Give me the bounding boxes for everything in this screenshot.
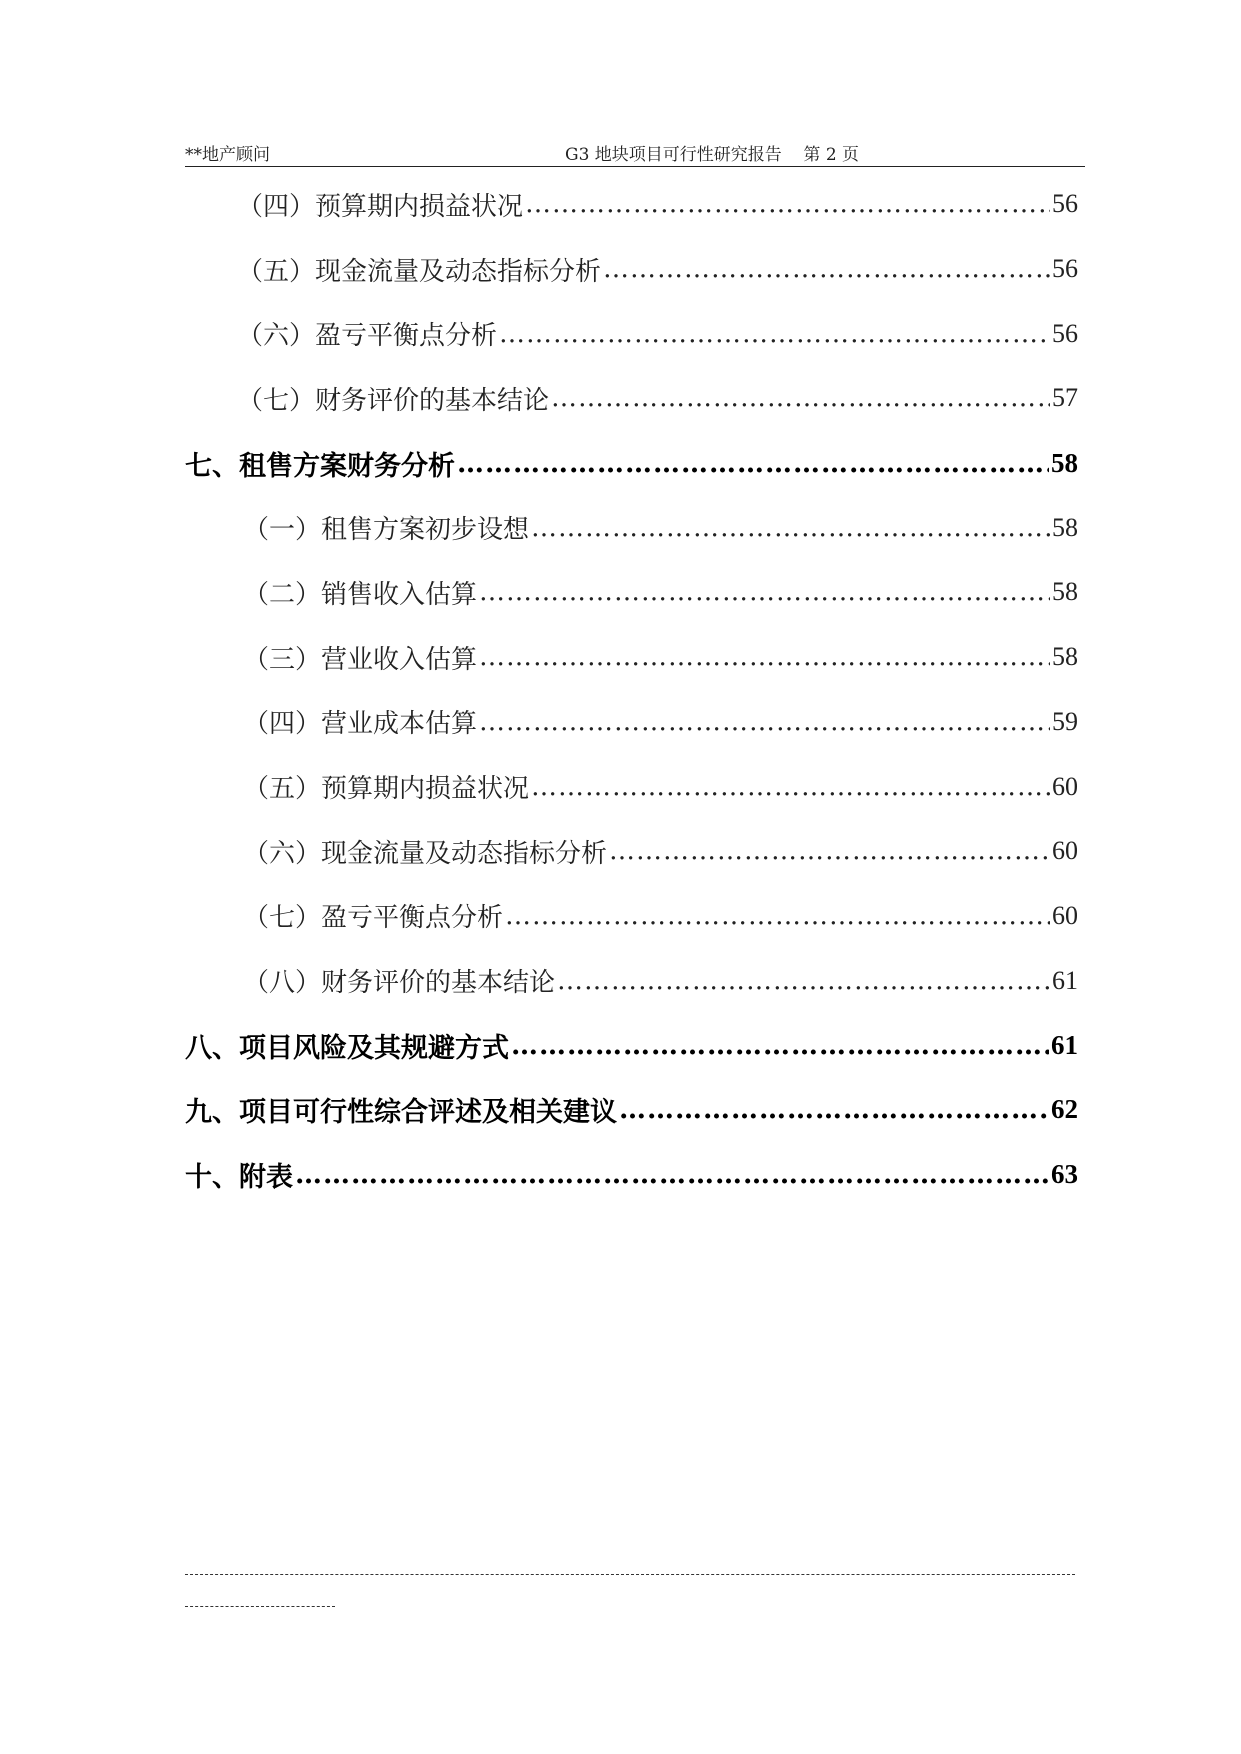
toc-leader-dots <box>619 1096 1049 1123</box>
toc-entry-page: 56 <box>1052 189 1078 219</box>
toc-entry-page: 60 <box>1052 900 1078 930</box>
toc-entry[interactable] <box>185 625 1078 690</box>
toc-chapter[interactable] <box>185 1142 1078 1207</box>
footer-separator <box>185 1574 1075 1624</box>
toc-chapter-title: 十、附表 <box>185 1162 293 1194</box>
toc-entry[interactable] <box>185 560 1078 625</box>
toc-leader-dots <box>479 579 1050 605</box>
toc-entry[interactable] <box>185 948 1078 1013</box>
toc-entry-page: 61 <box>1052 965 1078 995</box>
toc-chapter-page: 61 <box>1051 1029 1078 1060</box>
toc-entry-page: 57 <box>1052 383 1078 413</box>
toc-entry-page: 58 <box>1052 642 1078 672</box>
page-header <box>185 140 1085 164</box>
toc-entry[interactable] <box>185 819 1078 884</box>
toc-leader-dots <box>505 903 1050 929</box>
toc-entry-page: 58 <box>1052 577 1078 607</box>
toc-entry-title: （七）盈亏平衡点分析 <box>243 903 504 934</box>
table-of-contents <box>185 172 1078 1207</box>
toc-chapter-title: 八、项目风险及其规避方式 <box>185 1032 509 1064</box>
footer-line-full <box>185 1574 1075 1575</box>
toc-leader-dots <box>609 838 1050 864</box>
toc-leader-dots <box>295 1161 1049 1188</box>
toc-chapter-title: 九、项目可行性综合评述及相关建议 <box>185 1097 617 1129</box>
toc-entry-page: 56 <box>1052 254 1078 284</box>
toc-chapter-page: 62 <box>1051 1094 1078 1125</box>
toc-entry-title: （五）现金流量及动态指标分析 <box>237 256 602 287</box>
toc-chapter[interactable] <box>185 1078 1078 1143</box>
toc-entry-title: （七）财务评价的基本结论 <box>237 385 550 416</box>
toc-leader-dots <box>457 450 1049 477</box>
header-divider <box>185 166 1085 167</box>
toc-leader-dots <box>557 968 1050 994</box>
toc-leader-dots <box>603 256 1050 282</box>
toc-entry-page: 60 <box>1052 771 1078 801</box>
toc-entry-title: （四）营业成本估算 <box>243 709 478 740</box>
toc-entry[interactable] <box>185 172 1078 237</box>
toc-chapter[interactable] <box>185 1013 1078 1078</box>
toc-entry[interactable] <box>185 754 1078 819</box>
toc-entry-page: 59 <box>1052 706 1078 736</box>
header-report-title: G3 地块项目可行性研究报告 第 2 页 <box>565 145 860 165</box>
toc-entry[interactable] <box>185 690 1078 755</box>
toc-leader-dots <box>531 515 1050 541</box>
toc-entry-title: （八）财务评价的基本结论 <box>243 968 556 999</box>
toc-entry-page: 58 <box>1052 512 1078 542</box>
toc-leader-dots <box>499 321 1050 347</box>
toc-chapter[interactable] <box>185 431 1078 496</box>
toc-entry-title: （三）营业收入估算 <box>243 644 478 675</box>
toc-entry-title: （二）销售收入估算 <box>243 579 478 610</box>
toc-leader-dots <box>479 644 1050 670</box>
header-company: **地产顾问 <box>185 145 270 165</box>
toc-leader-dots <box>511 1032 1049 1059</box>
toc-chapter-title: 七、租售方案财务分析 <box>185 450 455 482</box>
toc-chapter-page: 63 <box>1051 1159 1078 1190</box>
toc-entry-title: （六）现金流量及动态指标分析 <box>243 838 608 869</box>
toc-entry[interactable] <box>185 884 1078 949</box>
toc-entry-title: （一）租售方案初步设想 <box>243 515 530 546</box>
toc-chapter-page: 58 <box>1051 447 1078 478</box>
toc-entry-title: （五）预算期内损益状况 <box>243 774 530 805</box>
toc-leader-dots <box>531 774 1050 800</box>
toc-leader-dots <box>479 709 1050 735</box>
toc-entry[interactable] <box>185 237 1078 302</box>
toc-entry-title: （六）盈亏平衡点分析 <box>237 321 498 352</box>
toc-leader-dots <box>551 385 1050 411</box>
toc-entry[interactable] <box>185 366 1078 431</box>
toc-entry-page: 60 <box>1052 836 1078 866</box>
toc-entry-page: 56 <box>1052 318 1078 348</box>
footer-line-short <box>185 1606 335 1607</box>
toc-leader-dots <box>525 191 1050 217</box>
toc-entry[interactable] <box>185 301 1078 366</box>
toc-entry[interactable] <box>185 495 1078 560</box>
toc-entry-title: （四）预算期内损益状况 <box>237 191 524 222</box>
